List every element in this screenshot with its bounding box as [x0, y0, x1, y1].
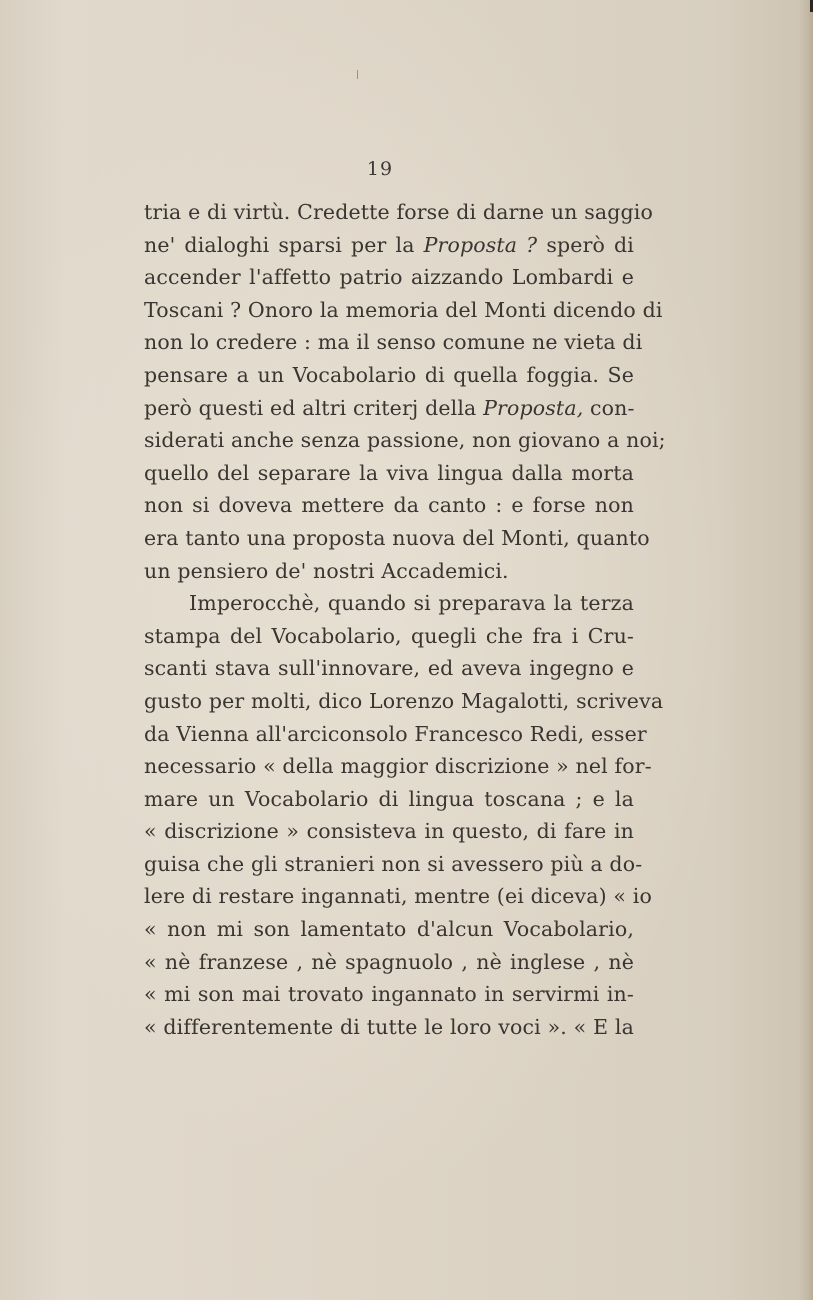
text-line: stampa del Vocabolario, quegli che fra i Cru- [144, 623, 634, 648]
text-line: non si doveva mettere da canto : e forse non [144, 493, 634, 518]
text-segment: però questi ed altri criterj della [144, 395, 484, 420]
text-line: quello del separare la viva lingua dalla morta [144, 460, 634, 485]
text-line: « discrizione » consisteva in questo, di fare in [144, 819, 634, 844]
text-line: « differentemente di tutte le loro voci ». « E la [144, 1014, 634, 1039]
text-line: scanti stava sull'innovare, ed aveva ingegno e [144, 656, 634, 681]
text-segment: sperò di [537, 232, 634, 257]
page-edge-shadow [799, 0, 813, 1300]
page-number: 19 [366, 158, 394, 180]
print-speck [357, 70, 358, 79]
text-line [144, 229, 634, 262]
text-segment: ne' dialoghi sparsi per la [144, 232, 424, 257]
text-line: gusto per molti, dico Lorenzo Magalotti, scriveva [144, 688, 664, 713]
text-line: mare un Vocabolario di lingua toscana ; e la [144, 786, 634, 811]
text-line: « nè franzese , nè spagnuolo , nè inglese , nè [144, 949, 634, 974]
text-line: non lo credere : ma il senso comune ne vieta di [144, 330, 643, 355]
body-text [144, 196, 666, 1043]
text-line: necessario « della maggior discrizione » nel for- [144, 754, 652, 779]
text-line: da Vienna all'arciconsolo Francesco Redi, esser [144, 721, 647, 746]
text-segment: con- [583, 395, 635, 420]
text-line [144, 392, 634, 425]
text-line: guisa che gli stranieri non si avessero più a do- [144, 851, 643, 876]
text-line: Toscani ? Onoro la memoria del Monti dicendo di [144, 297, 663, 322]
text-line: « non mi son lamentato d'alcun Vocabolario, [144, 917, 634, 942]
text-line: un pensiero de' nostri Accademici. [144, 558, 509, 583]
text-line: pensare a un Vocabolario di quella foggia. Se [144, 362, 634, 387]
text-line: accender l'affetto patrio aizzando Lombardi e [144, 265, 634, 290]
italic-title: Proposta, [483, 395, 584, 420]
text-line: « mi son mai trovato ingannato in servirmi in- [144, 982, 634, 1007]
text-line: siderati anche senza passione, non giovano a noi; [144, 428, 666, 453]
paragraph-first-line: Imperocchè, quando si preparava la terza [189, 591, 634, 616]
italic-title: Proposta ? [423, 232, 538, 257]
text-line: lere di restare ingannati, mentre (ei diceva) « io [144, 884, 652, 909]
text-line: era tanto una proposta nuova del Monti, quanto [144, 525, 650, 550]
text-line: tria e di virtù. Credette forse di darne un saggio [144, 200, 653, 224]
